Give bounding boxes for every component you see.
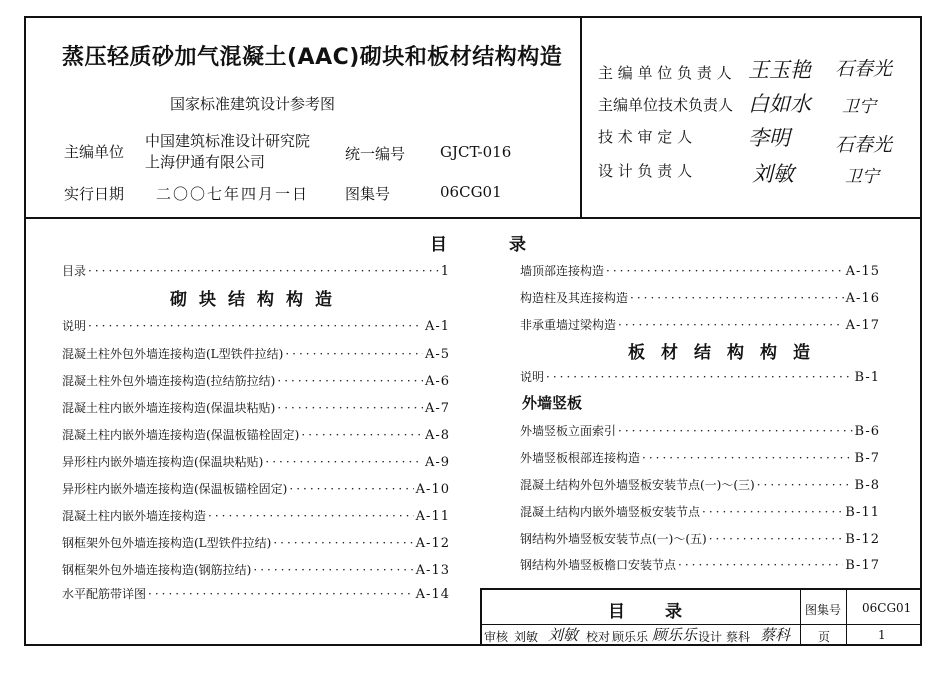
- toc-entry-page: B-8: [854, 478, 880, 493]
- toc-entry[interactable]: [520, 422, 880, 440]
- toc-entry-page: A-9: [424, 455, 450, 470]
- toc-entry-title: 说明: [520, 370, 545, 384]
- toc-leader-dots: [709, 532, 844, 546]
- toc-entry[interactable]: [62, 399, 450, 417]
- toc-entry-page: A-5: [424, 347, 450, 362]
- toc-entry-page: A-11: [415, 509, 450, 524]
- toc-entry[interactable]: [520, 262, 880, 280]
- toc-entry-title: 外墙竖板根部连接构造: [520, 451, 641, 465]
- editor-unit-line2: 上海伊通有限公司: [145, 153, 266, 171]
- page-number: 1: [878, 628, 886, 642]
- toc-entry[interactable]: [62, 453, 450, 471]
- toc-leader-dots: [606, 264, 844, 278]
- unified-no-label: 统一编号: [345, 145, 406, 163]
- toc-entry-page: A-14: [415, 587, 450, 602]
- editor-unit-line1: 中国建筑标准设计研究院: [145, 132, 311, 150]
- toc-entry-title: 目录: [62, 264, 87, 278]
- toc-entry-page: A-7: [424, 401, 450, 416]
- toc-leader-dots: [702, 505, 843, 519]
- toc-leader-dots: [618, 318, 844, 332]
- toc-entry-page: 1: [440, 264, 450, 279]
- toc-entry-page: A-8: [424, 428, 450, 443]
- toc-entry[interactable]: [62, 585, 450, 603]
- toc-entry-page: A-12: [415, 536, 450, 551]
- toc-leader-dots: [630, 291, 844, 305]
- toc-entry-page: B-12: [845, 532, 880, 547]
- unified-no: GJCT-016: [440, 143, 512, 161]
- toc-entry-page: A-1: [424, 319, 450, 334]
- toc-entry[interactable]: [520, 556, 880, 574]
- toc-entry-page: B-17: [845, 558, 880, 573]
- toc-entry[interactable]: [520, 449, 880, 467]
- sig-role-2: 主编单位技术负责人: [598, 96, 734, 114]
- signature-4a: 刘敏: [752, 162, 794, 186]
- toc-entry-title: 异形柱内嵌外墙连接构造(保温块粘贴): [62, 455, 264, 469]
- toc-entry[interactable]: [62, 372, 450, 390]
- toc-leader-dots: [301, 428, 423, 442]
- right-section-heading: 板材结构构造: [628, 343, 826, 363]
- review-name: 刘敏: [514, 630, 539, 644]
- check-name: 顾乐乐: [612, 630, 649, 644]
- toc-entry-title: 混凝土结构内嵌外墙竖板安装节点: [520, 505, 701, 519]
- titleblock-atlas-label: 图集号: [805, 603, 842, 617]
- toc-entry-page: A-6: [424, 374, 450, 389]
- review-label: 审核: [484, 630, 509, 644]
- check-label: 校对: [586, 630, 611, 644]
- header-divider: [24, 217, 922, 219]
- design-name: 蔡科: [726, 630, 751, 644]
- toc-leader-dots: [757, 478, 853, 492]
- toc-entry-title: 异形柱内嵌外墙连接构造(保温板锚栓固定): [62, 482, 288, 496]
- toc-entry[interactable]: [520, 530, 880, 548]
- toc-entry[interactable]: [62, 507, 450, 525]
- signature-2a: 白如水: [748, 92, 811, 116]
- toc-entry-title: 墙顶部连接构造: [520, 264, 605, 278]
- toc-leader-dots: [88, 264, 439, 278]
- titleblock-atlas-no: 06CG01: [862, 601, 912, 615]
- toc-entry-page: B-11: [845, 505, 880, 520]
- toc-heading: 目录: [430, 235, 588, 255]
- toc-entry-page: B-7: [854, 451, 880, 466]
- toc-leader-dots: [618, 424, 853, 438]
- left-section-heading: 砌块结构构造: [170, 290, 344, 310]
- signature-3b: 石春光: [835, 134, 893, 156]
- titleblock-top-line: [480, 588, 922, 590]
- signature-4b: 卫宁: [845, 167, 879, 187]
- toc-leader-dots: [148, 587, 414, 601]
- toc-entry-title: 钢框架外包外墙连接构造(钢筋拉结): [62, 563, 252, 577]
- toc-entry[interactable]: [62, 426, 450, 444]
- toc-entry[interactable]: [62, 345, 450, 363]
- titleblock-div2: [846, 588, 847, 646]
- review-signature: 刘敏: [548, 626, 579, 644]
- toc-leader-dots: [265, 455, 423, 469]
- toc-leader-dots: [253, 563, 413, 577]
- titleblock-left-line: [480, 588, 482, 646]
- toc-entry-page: A-16: [845, 291, 880, 306]
- signature-1b: 石春光: [835, 58, 893, 80]
- signature-3a: 李明: [748, 126, 790, 150]
- design-label: 设计: [698, 630, 723, 644]
- toc-leader-dots: [546, 370, 853, 384]
- toc-leader-dots: [285, 347, 423, 361]
- toc-entry-title: 非承重墙过梁构造: [520, 318, 617, 332]
- toc-entry[interactable]: [520, 476, 880, 494]
- toc-entry-title: 混凝土柱外包外墙连接构造(L型铁件拉结): [62, 347, 284, 361]
- signature-2b: 卫宁: [842, 97, 876, 117]
- signature-1a: 王玉艳: [748, 58, 811, 82]
- sig-role-3: 技 术 审 定 人: [598, 128, 693, 146]
- toc-entry[interactable]: [520, 316, 880, 334]
- toc-entry-title: 混凝土柱内嵌外墙连接构造: [62, 509, 207, 523]
- toc-entry-title: 混凝土柱外包外墙连接构造(拉结筋拉结): [62, 374, 276, 388]
- sig-role-1: 主 编 单 位 负 责 人: [598, 64, 732, 82]
- toc-entry[interactable]: [62, 317, 450, 335]
- document-subtitle: 国家标准建筑设计参考图: [170, 95, 336, 113]
- toc-entry-title: 混凝土柱内嵌外墙连接构造(保温板锚栓固定): [62, 428, 300, 442]
- toc-leader-dots: [277, 374, 423, 388]
- toc-entry-title: 钢框架外包外墙连接构造(L型铁件拉结): [62, 536, 272, 550]
- toc-entry-title: 混凝土柱内嵌外墙连接构造(保温块粘贴): [62, 401, 276, 415]
- toc-entry[interactable]: [62, 480, 450, 498]
- toc-entry[interactable]: [520, 503, 880, 521]
- editor-unit-label: 主编单位: [64, 143, 125, 161]
- titleblock-mid-line: [480, 624, 922, 625]
- header-vertical-divider: [580, 16, 582, 218]
- toc-entry-title: 钢结构外墙竖板檐口安装节点: [520, 558, 677, 572]
- check-signature: 顾乐乐: [652, 626, 698, 644]
- toc-entry[interactable]: [62, 534, 450, 552]
- document-title: 蒸压轻质砂加气混凝土(AAC)砌块和板材结构构造: [62, 45, 563, 70]
- effective-date-label: 实行日期: [64, 185, 125, 203]
- effective-date: 二〇〇七年四月一日: [156, 185, 310, 203]
- toc-entry[interactable]: [520, 289, 880, 307]
- toc-leader-dots: [88, 319, 423, 333]
- atlas-no: 06CG01: [440, 183, 502, 201]
- toc-entry-page: A-10: [415, 482, 450, 497]
- toc-entry[interactable]: [520, 368, 880, 386]
- toc-entry-title: 构造柱及其连接构造: [520, 291, 629, 305]
- toc-entry-title: 混凝土结构外包外墙竖板安装节点(一)～(三): [520, 478, 755, 492]
- sig-role-4: 设 计 负 责 人: [598, 162, 693, 180]
- toc-leader-dots: [289, 482, 413, 496]
- toc-leader-dots: [642, 451, 853, 465]
- design-signature: 蔡科: [760, 626, 791, 644]
- toc-entry-page: A-15: [845, 264, 880, 279]
- toc-entry-title: 外墙竖板立面索引: [520, 424, 617, 438]
- toc-entry-page: B-1: [854, 370, 880, 385]
- toc-entry-page: A-17: [845, 318, 880, 333]
- titleblock-div1: [800, 588, 801, 646]
- toc-entry-page: B-6: [854, 424, 880, 439]
- toc-entry[interactable]: [62, 561, 450, 579]
- toc-leader-dots: [678, 558, 843, 572]
- titleblock-title: 目录: [608, 602, 722, 622]
- toc-leader-dots: [208, 509, 414, 523]
- toc-entry[interactable]: [62, 262, 450, 280]
- page-label: 页: [818, 630, 831, 644]
- atlas-no-label: 图集号: [345, 185, 391, 203]
- toc-entry-title: 说明: [62, 319, 87, 333]
- right-subsection-heading: 外墙竖板: [522, 394, 583, 412]
- toc-entry-title: 钢结构外墙竖板安装节点(一)～(五): [520, 532, 707, 546]
- toc-leader-dots: [273, 536, 413, 550]
- toc-leader-dots: [277, 401, 423, 415]
- toc-entry-page: A-13: [415, 563, 450, 578]
- toc-entry-title: 水平配筋带详图: [62, 587, 147, 601]
